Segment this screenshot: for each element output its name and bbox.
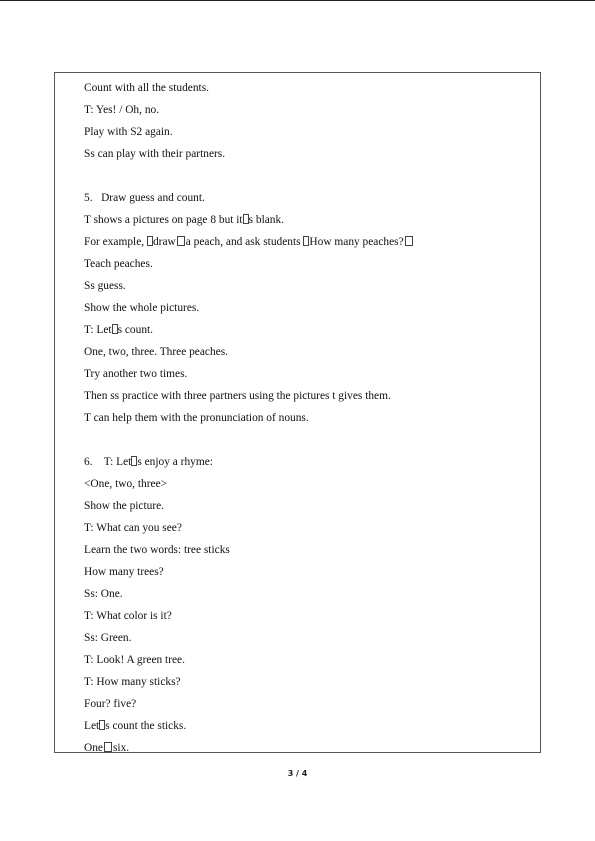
text-line: T can help them with the pronunciation of nouns.	[84, 412, 309, 424]
text-line: For example, draw a peach, and ask students How many peaches?	[84, 235, 414, 249]
text-line: T: Let s count.	[84, 324, 154, 336]
text-line: Play with S2 again.	[84, 126, 173, 138]
text-line: Show the whole pictures.	[84, 302, 200, 314]
text-line: T shows a pictures on page 8 but it s blank.	[84, 214, 285, 226]
text-line: T: What can you see?	[84, 522, 182, 534]
text-line: T: What color is it?	[84, 610, 172, 622]
text-line: T: How many sticks?	[84, 676, 181, 688]
text-line: Let s count the sticks.	[84, 720, 187, 732]
text-line: T: Look! A green tree.	[84, 654, 185, 666]
text-line: Count with all the students.	[84, 82, 209, 94]
text-line: <One, two, three>	[84, 478, 168, 490]
text-line: Ss can play with their partners.	[84, 148, 226, 160]
text-line: Show the picture.	[84, 500, 165, 512]
text-line: Ss: One.	[84, 588, 123, 600]
text-line: Learn the two words: tree sticks	[84, 544, 230, 556]
missing-glyph-box	[104, 742, 112, 752]
text-line: Then ss practice with three partners using the pictures t gives them.	[84, 390, 391, 402]
text-line: One six.	[84, 742, 130, 754]
page-number: 3 / 4	[287, 769, 308, 778]
text-line: How many trees?	[84, 566, 164, 578]
missing-glyph-box	[177, 236, 185, 246]
text-line: Teach peaches.	[84, 258, 153, 270]
text-line: Try another two times.	[84, 368, 188, 380]
text-line: Ss: Green.	[84, 632, 132, 644]
text-line: T: Yes! / Oh, no.	[84, 104, 160, 116]
missing-glyph-box	[405, 236, 413, 246]
step-heading: 5. Draw guess and count.	[84, 192, 205, 204]
text-line: One, two, three. Three peaches.	[84, 346, 229, 358]
page-top-rule	[0, 0, 595, 1]
text-line: Ss guess.	[84, 280, 126, 292]
step-heading: 6. T: Let s enjoy a rhyme:	[84, 456, 213, 468]
text-line: Four? five?	[84, 698, 137, 710]
